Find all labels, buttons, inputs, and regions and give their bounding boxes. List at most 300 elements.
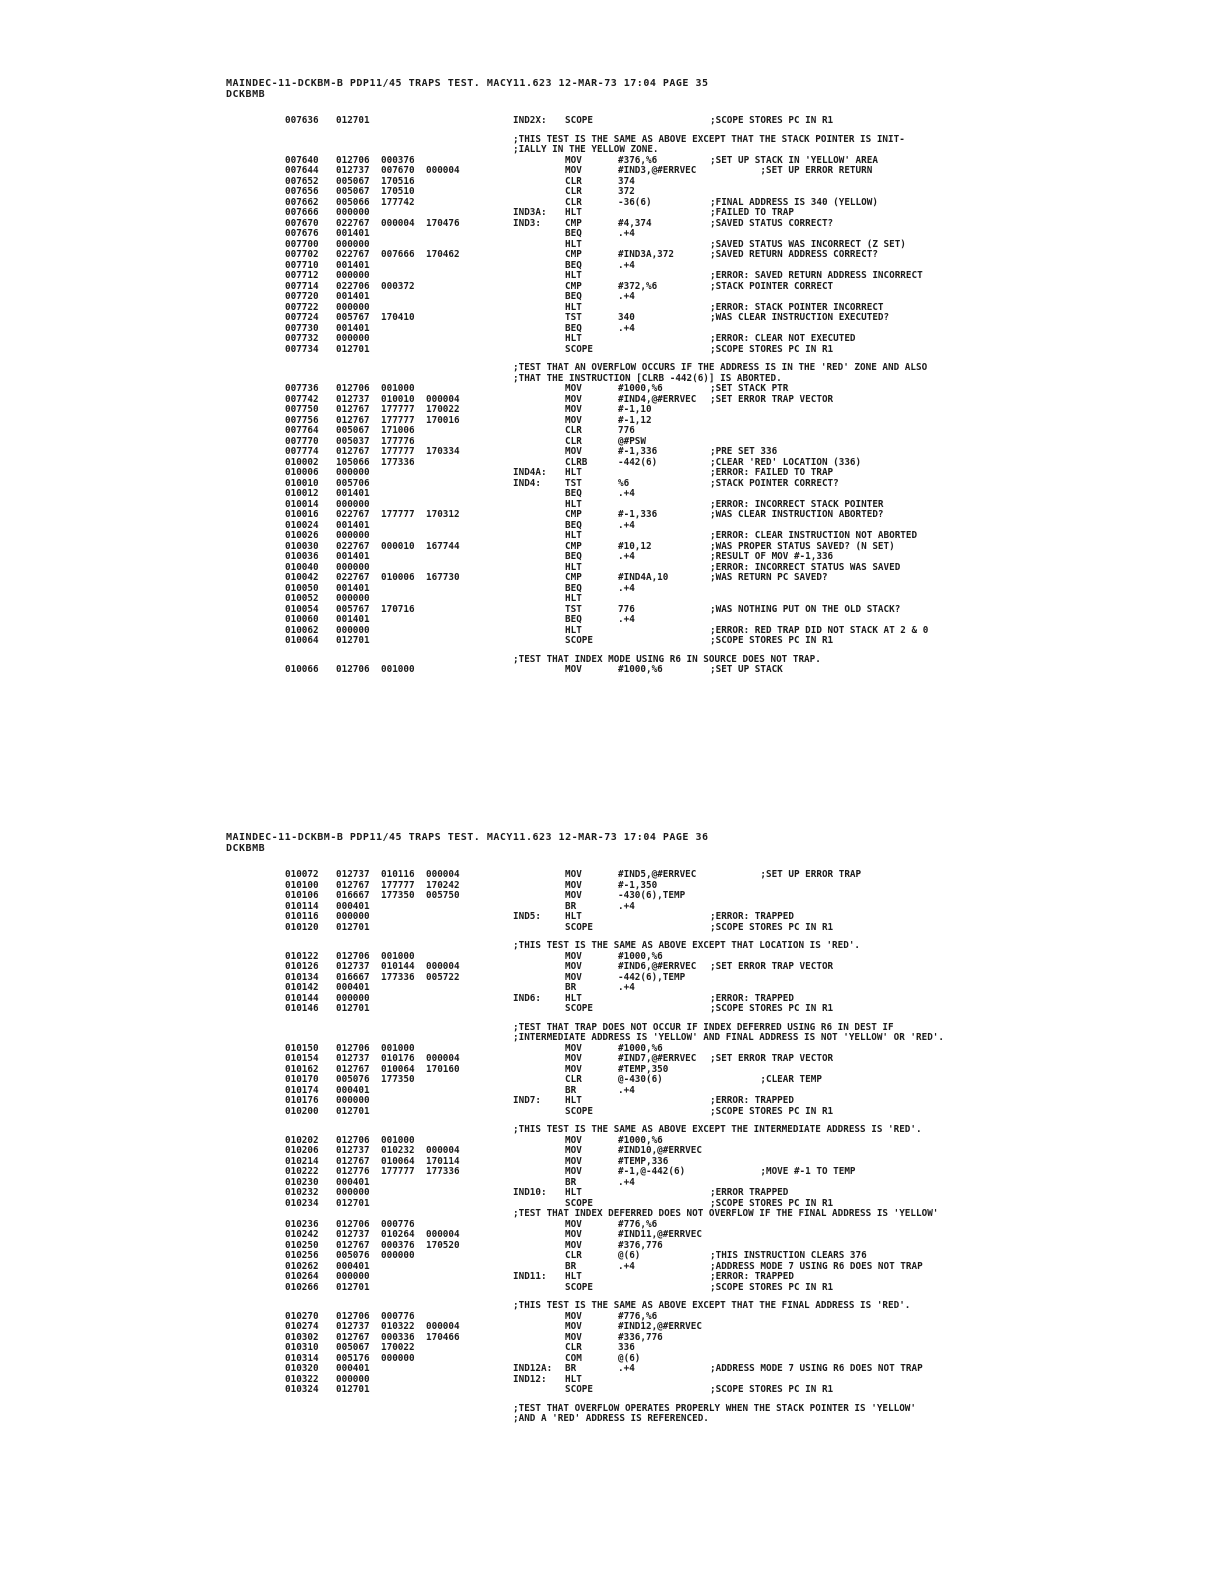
word-1: 000000 bbox=[336, 593, 370, 604]
opcode: HLT bbox=[565, 992, 582, 1004]
code-line bbox=[0, 479, 1224, 490]
word-1: 012706 bbox=[336, 950, 370, 962]
opcode: CMP bbox=[565, 217, 582, 229]
operand: -430(6),TEMP bbox=[618, 890, 686, 901]
word-1: 012767 bbox=[336, 446, 370, 457]
word-2: 177777 bbox=[381, 1166, 415, 1177]
word-1: 016667 bbox=[336, 971, 370, 983]
header-subtitle: DCKBMB bbox=[226, 843, 266, 854]
word-2: 170716 bbox=[381, 603, 415, 615]
comment: ;SAVED RETURN ADDRESS CORRECT? bbox=[710, 249, 878, 260]
operand: .+4 bbox=[618, 582, 635, 594]
word-2: 000376 bbox=[381, 1239, 415, 1251]
opcode: BR bbox=[565, 1084, 577, 1096]
comment-text: ;THAT THE INSTRUCTION [CLRB -442(6)] IS ABORTED. bbox=[513, 372, 782, 384]
word-1: 012701 bbox=[336, 1384, 370, 1395]
opcode: MOV bbox=[565, 961, 582, 972]
operand: #IND4,@#ERRVEC bbox=[618, 393, 697, 405]
word-2: 177350 bbox=[381, 1074, 415, 1085]
code-line bbox=[0, 973, 1224, 984]
comment: ;ADDRESS MODE 7 USING R6 DOES NOT TRAP bbox=[710, 1260, 923, 1272]
operand: #-1,336 bbox=[618, 509, 658, 520]
opcode: BEQ bbox=[565, 259, 582, 271]
comment: ;SET UP STACK bbox=[710, 664, 783, 675]
address: 010262 bbox=[285, 1260, 319, 1272]
opcode: CMP bbox=[565, 280, 582, 292]
word-2: 177336 bbox=[381, 971, 415, 983]
word-3: 000004 bbox=[426, 165, 460, 176]
label: IND4A: bbox=[513, 467, 547, 478]
comment: ;ERROR: TRAPPED bbox=[710, 1271, 794, 1282]
page-header bbox=[226, 78, 709, 100]
code-line bbox=[0, 116, 1224, 127]
opcode: CLR bbox=[565, 1074, 582, 1085]
word-1: 012701 bbox=[336, 1105, 370, 1117]
word-1: 012737 bbox=[336, 165, 370, 176]
address: 010126 bbox=[285, 961, 319, 972]
opcode: HLT bbox=[565, 911, 582, 922]
word-1: 012767 bbox=[336, 1155, 370, 1167]
opcode: SCOPE bbox=[565, 343, 593, 355]
comment: ;STACK POINTER CORRECT bbox=[710, 280, 834, 292]
comment-line bbox=[0, 363, 1224, 374]
code-line bbox=[0, 1385, 1224, 1396]
word-1: 022767 bbox=[336, 217, 370, 229]
address: 010310 bbox=[285, 1342, 319, 1353]
comment: ;SET ERROR TRAP VECTOR bbox=[710, 961, 834, 972]
operand: .+4 bbox=[618, 519, 635, 531]
comment-line bbox=[0, 145, 1224, 156]
opcode: MOV bbox=[565, 1063, 582, 1075]
address: 010302 bbox=[285, 1331, 319, 1343]
comment: ;FINAL ADDRESS IS 340 (YELLOW) bbox=[710, 196, 878, 208]
word-1: 000000 bbox=[336, 333, 370, 344]
word-1: 012701 bbox=[336, 1281, 370, 1293]
word-2: 000376 bbox=[381, 154, 415, 166]
comment: ;WAS NOTHING PUT ON THE OLD STACK? bbox=[710, 603, 901, 615]
code-line bbox=[0, 437, 1224, 448]
opcode: CMP bbox=[565, 572, 582, 583]
code-line bbox=[0, 447, 1224, 458]
operand: #IND6,@#ERRVEC bbox=[618, 961, 697, 972]
operand: @(6) bbox=[618, 1352, 641, 1364]
operand: #IND7,@#ERRVEC bbox=[618, 1053, 697, 1064]
comment: ;MOVE #-1 TO TEMP bbox=[710, 1166, 856, 1177]
word-1: 000000 bbox=[336, 561, 370, 573]
address: 010026 bbox=[285, 530, 319, 541]
comment: ;SCOPE STORES PC IN R1 bbox=[710, 343, 834, 355]
word-1: 001401 bbox=[336, 519, 370, 531]
comment: ;SET ERROR TRAP VECTOR bbox=[710, 1053, 834, 1064]
operand: .+4 bbox=[618, 982, 635, 993]
opcode: HLT bbox=[565, 1271, 582, 1282]
opcode: SCOPE bbox=[565, 921, 593, 933]
word-2: 177777 bbox=[381, 879, 415, 891]
word-1: 005067 bbox=[336, 175, 370, 187]
word-1: 012706 bbox=[336, 664, 370, 675]
opcode: MOV bbox=[565, 1310, 582, 1322]
comment: ;SCOPE STORES PC IN R1 bbox=[710, 1384, 834, 1395]
address: 007774 bbox=[285, 446, 319, 457]
address: 007712 bbox=[285, 270, 319, 281]
word-3: 005722 bbox=[426, 971, 460, 983]
word-1: 000000 bbox=[336, 498, 370, 510]
word-1: 012767 bbox=[336, 1239, 370, 1251]
code-line bbox=[0, 1167, 1224, 1178]
opcode: MOV bbox=[565, 1145, 582, 1156]
word-1: 005037 bbox=[336, 435, 370, 447]
comment: ;ERROR: TRAPPED bbox=[710, 992, 794, 1004]
opcode: SCOPE bbox=[565, 115, 593, 126]
word-3: 005750 bbox=[426, 890, 460, 901]
operand: #IND11,@#ERRVEC bbox=[618, 1229, 702, 1240]
opcode: HLT bbox=[565, 593, 582, 604]
code-line bbox=[0, 531, 1224, 542]
opcode: BEQ bbox=[565, 614, 582, 625]
code-line bbox=[0, 902, 1224, 913]
address: 007700 bbox=[285, 238, 319, 250]
code-line bbox=[0, 166, 1224, 177]
operand: .+4 bbox=[618, 900, 635, 912]
operand: #776,%6 bbox=[618, 1310, 658, 1322]
address: 010052 bbox=[285, 593, 319, 604]
word-1: 001401 bbox=[336, 551, 370, 562]
address: 007662 bbox=[285, 196, 319, 208]
word-3: 170242 bbox=[426, 879, 460, 891]
comment: ;PRE SET 336 bbox=[710, 446, 778, 457]
code-line bbox=[0, 1075, 1224, 1086]
code-line bbox=[0, 983, 1224, 994]
word-3: 170016 bbox=[426, 414, 460, 426]
code-line bbox=[0, 563, 1224, 574]
word-2: 000010 bbox=[381, 540, 415, 552]
comment-line bbox=[0, 1209, 1224, 1220]
code-line bbox=[0, 468, 1224, 479]
comment: ;ERROR: TRAPPED bbox=[710, 1095, 794, 1106]
opcode: BEQ bbox=[565, 582, 582, 594]
word-2: 000004 bbox=[381, 217, 415, 229]
address: 010122 bbox=[285, 950, 319, 962]
code-line bbox=[0, 1136, 1224, 1147]
opcode: TST bbox=[565, 603, 582, 615]
address: 010230 bbox=[285, 1176, 319, 1188]
operand: #IND3,@#ERRVEC bbox=[618, 165, 697, 176]
word-2: 177777 bbox=[381, 404, 415, 415]
opcode: TST bbox=[565, 312, 582, 323]
operand: #336,776 bbox=[618, 1331, 663, 1343]
word-1: 105066 bbox=[336, 456, 370, 468]
operand: #10,12 bbox=[618, 540, 652, 552]
opcode: HLT bbox=[565, 270, 582, 281]
code-line bbox=[0, 1086, 1224, 1097]
address: 010222 bbox=[285, 1166, 319, 1177]
address: 007644 bbox=[285, 165, 319, 176]
comment: ;SET UP STACK IN 'YELLOW' AREA bbox=[710, 154, 878, 166]
header-title: MAINDEC-11-DCKBM-B PDP11/45 TRAPS TEST. MACY11.623 12-MAR-73 17:04 PAGE 36 bbox=[226, 832, 709, 843]
label: IND4: bbox=[513, 477, 541, 489]
code-line bbox=[0, 271, 1224, 282]
opcode: MOV bbox=[565, 1331, 582, 1343]
comment-line bbox=[0, 1033, 1224, 1044]
code-line bbox=[0, 324, 1224, 335]
code-line bbox=[0, 605, 1224, 616]
opcode: MOV bbox=[565, 414, 582, 426]
address: 010146 bbox=[285, 1003, 319, 1014]
code-line bbox=[0, 952, 1224, 963]
word-1: 012701 bbox=[336, 635, 370, 646]
code-line bbox=[0, 891, 1224, 902]
code-line bbox=[0, 881, 1224, 892]
comment-text: ;TEST THAT OVERFLOW OPERATES PROPERLY WHEN THE STACK POINTER IS 'YELLOW' bbox=[513, 1402, 916, 1414]
code-listing bbox=[0, 870, 1224, 1425]
comment: ;FAILED TO TRAP bbox=[710, 207, 794, 218]
opcode: HLT bbox=[565, 1095, 582, 1106]
code-line bbox=[0, 1004, 1224, 1015]
word-1: 005067 bbox=[336, 425, 370, 436]
word-3: 170334 bbox=[426, 446, 460, 457]
word-2: 001000 bbox=[381, 1042, 415, 1054]
operand: #IND12,@#ERRVEC bbox=[618, 1321, 702, 1332]
opcode: CLR bbox=[565, 1342, 582, 1353]
address: 010242 bbox=[285, 1229, 319, 1240]
address: 007720 bbox=[285, 291, 319, 302]
code-line bbox=[0, 1178, 1224, 1189]
comment: ;ERROR: INCORRECT STATUS WAS SAVED bbox=[710, 561, 901, 573]
opcode: HLT bbox=[565, 1187, 582, 1198]
opcode: MOV bbox=[565, 393, 582, 405]
comment: ;SCOPE STORES PC IN R1 bbox=[710, 1281, 834, 1293]
code-line bbox=[0, 1065, 1224, 1076]
address: 010232 bbox=[285, 1187, 319, 1198]
label: IND10: bbox=[513, 1187, 547, 1198]
opcode: BEQ bbox=[565, 488, 582, 499]
word-2: 010176 bbox=[381, 1053, 415, 1064]
comment: ;ERROR TRAPPED bbox=[710, 1187, 789, 1198]
code-line bbox=[0, 250, 1224, 261]
label: IND6: bbox=[513, 992, 541, 1004]
code-line bbox=[0, 994, 1224, 1005]
word-3: 170476 bbox=[426, 217, 460, 229]
comment: ;SET UP ERROR TRAP bbox=[710, 869, 862, 880]
label: IND2X: bbox=[513, 115, 547, 126]
comment-line bbox=[0, 1301, 1224, 1312]
comment: ;RESULT OF MOV #-1,336 bbox=[710, 551, 834, 562]
opcode: MOV bbox=[565, 890, 582, 901]
word-1: 005076 bbox=[336, 1074, 370, 1085]
word-1: 012767 bbox=[336, 1331, 370, 1343]
code-line bbox=[0, 156, 1224, 167]
comment: ;ERROR: CLEAR INSTRUCTION NOT ABORTED bbox=[710, 530, 918, 541]
address: 007722 bbox=[285, 301, 319, 313]
comment: ;SET ERROR TRAP VECTOR bbox=[710, 393, 834, 405]
opcode: CLRB bbox=[565, 456, 588, 468]
code-line bbox=[0, 636, 1224, 647]
operand: #TEMP,336 bbox=[618, 1155, 669, 1167]
code-line bbox=[0, 665, 1224, 676]
code-line bbox=[0, 626, 1224, 637]
word-3: 167730 bbox=[426, 572, 460, 583]
word-2: 170022 bbox=[381, 1342, 415, 1353]
address: 007656 bbox=[285, 186, 319, 197]
operand: #1000,%6 bbox=[618, 383, 663, 394]
opcode: MOV bbox=[565, 154, 582, 166]
word-2: 177742 bbox=[381, 196, 415, 208]
word-1: 000000 bbox=[336, 1095, 370, 1106]
operand: #1000,%6 bbox=[618, 664, 663, 675]
word-1: 005176 bbox=[336, 1352, 370, 1364]
word-1: 012701 bbox=[336, 343, 370, 355]
address: 010322 bbox=[285, 1373, 319, 1385]
word-3: 000004 bbox=[426, 1229, 460, 1240]
address: 007756 bbox=[285, 414, 319, 426]
address: 010010 bbox=[285, 477, 319, 489]
word-1: 001401 bbox=[336, 322, 370, 334]
word-2: 177336 bbox=[381, 456, 415, 468]
code-line bbox=[0, 198, 1224, 209]
comment: ;WAS CLEAR INSTRUCTION ABORTED? bbox=[710, 509, 884, 520]
word-2: 001000 bbox=[381, 383, 415, 394]
operand: #-1,10 bbox=[618, 404, 652, 415]
opcode: MOV bbox=[565, 950, 582, 962]
word-2: 000372 bbox=[381, 280, 415, 292]
address: 010116 bbox=[285, 911, 319, 922]
operand: .+4 bbox=[618, 291, 635, 302]
opcode: MOV bbox=[565, 1166, 582, 1177]
opcode: HLT bbox=[565, 467, 582, 478]
word-1: 005706 bbox=[336, 477, 370, 489]
opcode: HLT bbox=[565, 301, 582, 313]
address: 010064 bbox=[285, 635, 319, 646]
comment-text: ;IALLY IN THE YELLOW ZONE. bbox=[513, 144, 659, 155]
code-line bbox=[0, 282, 1224, 293]
opcode: MOV bbox=[565, 869, 582, 880]
code-line bbox=[0, 1262, 1224, 1273]
code-line bbox=[0, 1333, 1224, 1344]
word-2: 010064 bbox=[381, 1063, 415, 1075]
address: 010264 bbox=[285, 1271, 319, 1282]
opcode: HLT bbox=[565, 333, 582, 344]
code-line bbox=[0, 1354, 1224, 1365]
comment: ;ERROR: FAILED TO TRAP bbox=[710, 467, 834, 478]
word-2: 010232 bbox=[381, 1145, 415, 1156]
address: 010144 bbox=[285, 992, 319, 1004]
word-2: 177350 bbox=[381, 890, 415, 901]
word-1: 012737 bbox=[336, 961, 370, 972]
address: 007732 bbox=[285, 333, 319, 344]
code-line bbox=[0, 416, 1224, 427]
operand: #4,374 bbox=[618, 217, 652, 229]
address: 010072 bbox=[285, 869, 319, 880]
address: 007734 bbox=[285, 343, 319, 355]
code-line bbox=[0, 1188, 1224, 1199]
word-2: 177777 bbox=[381, 446, 415, 457]
address: 010214 bbox=[285, 1155, 319, 1167]
word-1: 000000 bbox=[336, 270, 370, 281]
word-1: 012737 bbox=[336, 1145, 370, 1156]
code-line bbox=[0, 229, 1224, 240]
comment-line bbox=[0, 1125, 1224, 1136]
operand: -442(6),TEMP bbox=[618, 971, 686, 983]
opcode: MOV bbox=[565, 1321, 582, 1332]
code-line bbox=[0, 208, 1224, 219]
word-2: 000336 bbox=[381, 1331, 415, 1343]
word-1: 000401 bbox=[336, 1363, 370, 1374]
opcode: CMP bbox=[565, 540, 582, 552]
address: 010274 bbox=[285, 1321, 319, 1332]
comment: ;ERROR: INCORRECT STACK POINTER bbox=[710, 498, 884, 510]
word-1: 005067 bbox=[336, 1342, 370, 1353]
opcode: BR bbox=[565, 1363, 577, 1374]
address: 007702 bbox=[285, 249, 319, 260]
code-line bbox=[0, 500, 1224, 511]
opcode: MOV bbox=[565, 1053, 582, 1064]
opcode: TST bbox=[565, 477, 582, 489]
opcode: BEQ bbox=[565, 322, 582, 334]
code-line bbox=[0, 405, 1224, 416]
address: 010024 bbox=[285, 519, 319, 531]
word-1: 012737 bbox=[336, 1321, 370, 1332]
opcode: HLT bbox=[565, 238, 582, 250]
comment: ;CLEAR 'RED' LOCATION (336) bbox=[710, 456, 862, 468]
comment: ;SCOPE STORES PC IN R1 bbox=[710, 1003, 834, 1014]
comment: ;SCOPE STORES PC IN R1 bbox=[710, 921, 834, 933]
operand: #TEMP,350 bbox=[618, 1063, 669, 1075]
address: 010320 bbox=[285, 1363, 319, 1374]
code-line bbox=[0, 1251, 1224, 1262]
word-2: 177777 bbox=[381, 414, 415, 426]
word-2: 010006 bbox=[381, 572, 415, 583]
word-2: 000776 bbox=[381, 1310, 415, 1322]
opcode: BEQ bbox=[565, 519, 582, 531]
word-3: 000004 bbox=[426, 1053, 460, 1064]
word-1: 012767 bbox=[336, 414, 370, 426]
comment-text: ;TEST THAT INDEX DEFERRED DOES NOT OVERFLOW IF THE FINAL ADDRESS IS 'YELLOW' bbox=[513, 1208, 939, 1219]
word-1: 000401 bbox=[336, 1084, 370, 1096]
word-2: 000000 bbox=[381, 1352, 415, 1364]
opcode: BEQ bbox=[565, 228, 582, 239]
operand: 336 bbox=[618, 1342, 635, 1353]
operand: .+4 bbox=[618, 1260, 635, 1272]
word-1: 012706 bbox=[336, 1042, 370, 1054]
header-title: MAINDEC-11-DCKBM-B PDP11/45 TRAPS TEST. MACY11.623 12-MAR-73 17:04 PAGE 35 bbox=[226, 78, 709, 89]
code-line bbox=[0, 912, 1224, 923]
address: 007710 bbox=[285, 259, 319, 271]
word-1: 022706 bbox=[336, 280, 370, 292]
word-2: 001000 bbox=[381, 950, 415, 962]
word-2: 000776 bbox=[381, 1218, 415, 1230]
address: 010054 bbox=[285, 603, 319, 615]
label: IND3: bbox=[513, 217, 541, 229]
address: 007750 bbox=[285, 404, 319, 415]
word-1: 012701 bbox=[336, 921, 370, 933]
word-2: 007666 bbox=[381, 249, 415, 260]
word-3: 167744 bbox=[426, 540, 460, 552]
comment: ;SCOPE STORES PC IN R1 bbox=[710, 635, 834, 646]
word-1: 012701 bbox=[336, 1003, 370, 1014]
code-line bbox=[0, 489, 1224, 500]
address: 010120 bbox=[285, 921, 319, 933]
code-line bbox=[0, 584, 1224, 595]
comment-line bbox=[0, 941, 1224, 952]
operand: #-1,12 bbox=[618, 414, 652, 426]
word-2: 010144 bbox=[381, 961, 415, 972]
operand: #1000,%6 bbox=[618, 1134, 663, 1146]
opcode: SCOPE bbox=[565, 1105, 593, 1117]
word-2: 170410 bbox=[381, 312, 415, 323]
word-1: 005067 bbox=[336, 186, 370, 197]
code-line bbox=[0, 458, 1224, 469]
word-2: 170516 bbox=[381, 175, 415, 187]
